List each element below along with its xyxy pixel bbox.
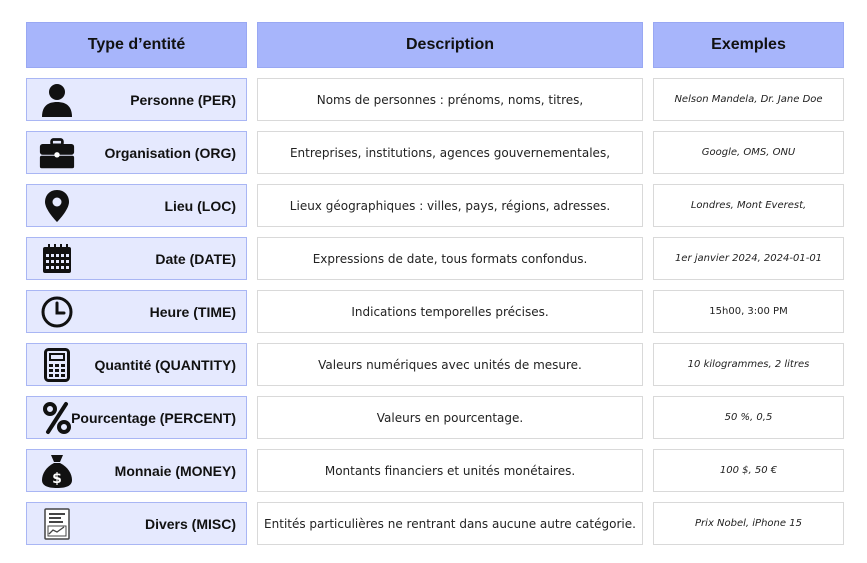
description-cell: Entités particulières ne rentrant dans aucune autre catégorie. bbox=[257, 502, 643, 545]
header-type: Type d’entité bbox=[26, 22, 247, 68]
calendar-icon bbox=[39, 241, 75, 277]
description-cell: Expressions de date, tous formats confondus. bbox=[257, 237, 643, 280]
type-cell-time bbox=[26, 290, 247, 333]
type-cell-misc bbox=[26, 502, 247, 545]
briefcase-icon bbox=[39, 135, 75, 171]
calculator-icon bbox=[39, 347, 75, 383]
examples-cell: Google, OMS, ONU bbox=[653, 131, 844, 174]
map-pin-icon bbox=[39, 188, 75, 224]
clock-icon bbox=[39, 294, 75, 330]
examples-cell: Nelson Mandela, Dr. Jane Doe bbox=[653, 78, 844, 121]
type-label: Date (DATE) bbox=[155, 250, 236, 267]
type-label: Pourcentage (PERCENT) bbox=[71, 409, 236, 426]
money-bag-icon bbox=[39, 453, 75, 489]
type-cell-per bbox=[26, 78, 247, 121]
examples-cell: 1er janvier 2024, 2024-01-01 bbox=[653, 237, 844, 280]
description-cell: Valeurs en pourcentage. bbox=[257, 396, 643, 439]
entity-table bbox=[26, 22, 844, 545]
percent-icon bbox=[39, 400, 75, 436]
svg-text:$: $ bbox=[52, 470, 62, 487]
description-cell: Lieux géographiques : villes, pays, régions, adresses. bbox=[257, 184, 643, 227]
type-cell-date bbox=[26, 237, 247, 280]
examples-cell: Londres, Mont Everest, bbox=[653, 184, 844, 227]
type-label: Lieu (LOC) bbox=[164, 197, 236, 214]
type-cell-loc bbox=[26, 184, 247, 227]
type-label: Quantité (QUANTITY) bbox=[94, 356, 236, 373]
description-cell: Montants financiers et unités monétaires. bbox=[257, 449, 643, 492]
type-cell-money bbox=[26, 449, 247, 492]
type-cell-quantity bbox=[26, 343, 247, 386]
examples-cell: Prix Nobel, iPhone 15 bbox=[653, 502, 844, 545]
description-cell: Noms de personnes : prénoms, noms, titres, bbox=[257, 78, 643, 121]
document-chart-icon bbox=[39, 506, 75, 542]
person-icon bbox=[39, 82, 75, 118]
description-cell: Valeurs numériques avec unités de mesure. bbox=[257, 343, 643, 386]
type-label: Heure (TIME) bbox=[149, 303, 236, 320]
examples-cell: 10 kilogrammes, 2 litres bbox=[653, 343, 844, 386]
examples-cell: 100 $, 50 € bbox=[653, 449, 844, 492]
type-cell-org bbox=[26, 131, 247, 174]
examples-cell: 15h00, 3:00 PM bbox=[653, 290, 844, 333]
description-cell: Indications temporelles précises. bbox=[257, 290, 643, 333]
type-label: Organisation (ORG) bbox=[104, 144, 236, 161]
type-label: Divers (MISC) bbox=[144, 515, 236, 532]
type-label: Personne (PER) bbox=[130, 91, 236, 108]
description-cell: Entreprises, institutions, agences gouvernementales, bbox=[257, 131, 643, 174]
examples-cell: 50 %, 0,5 bbox=[653, 396, 844, 439]
type-cell-percent bbox=[26, 396, 247, 439]
header-description: Description bbox=[257, 22, 643, 68]
type-label: Monnaie (MONEY) bbox=[114, 462, 236, 479]
header-examples: Exemples bbox=[653, 22, 844, 68]
